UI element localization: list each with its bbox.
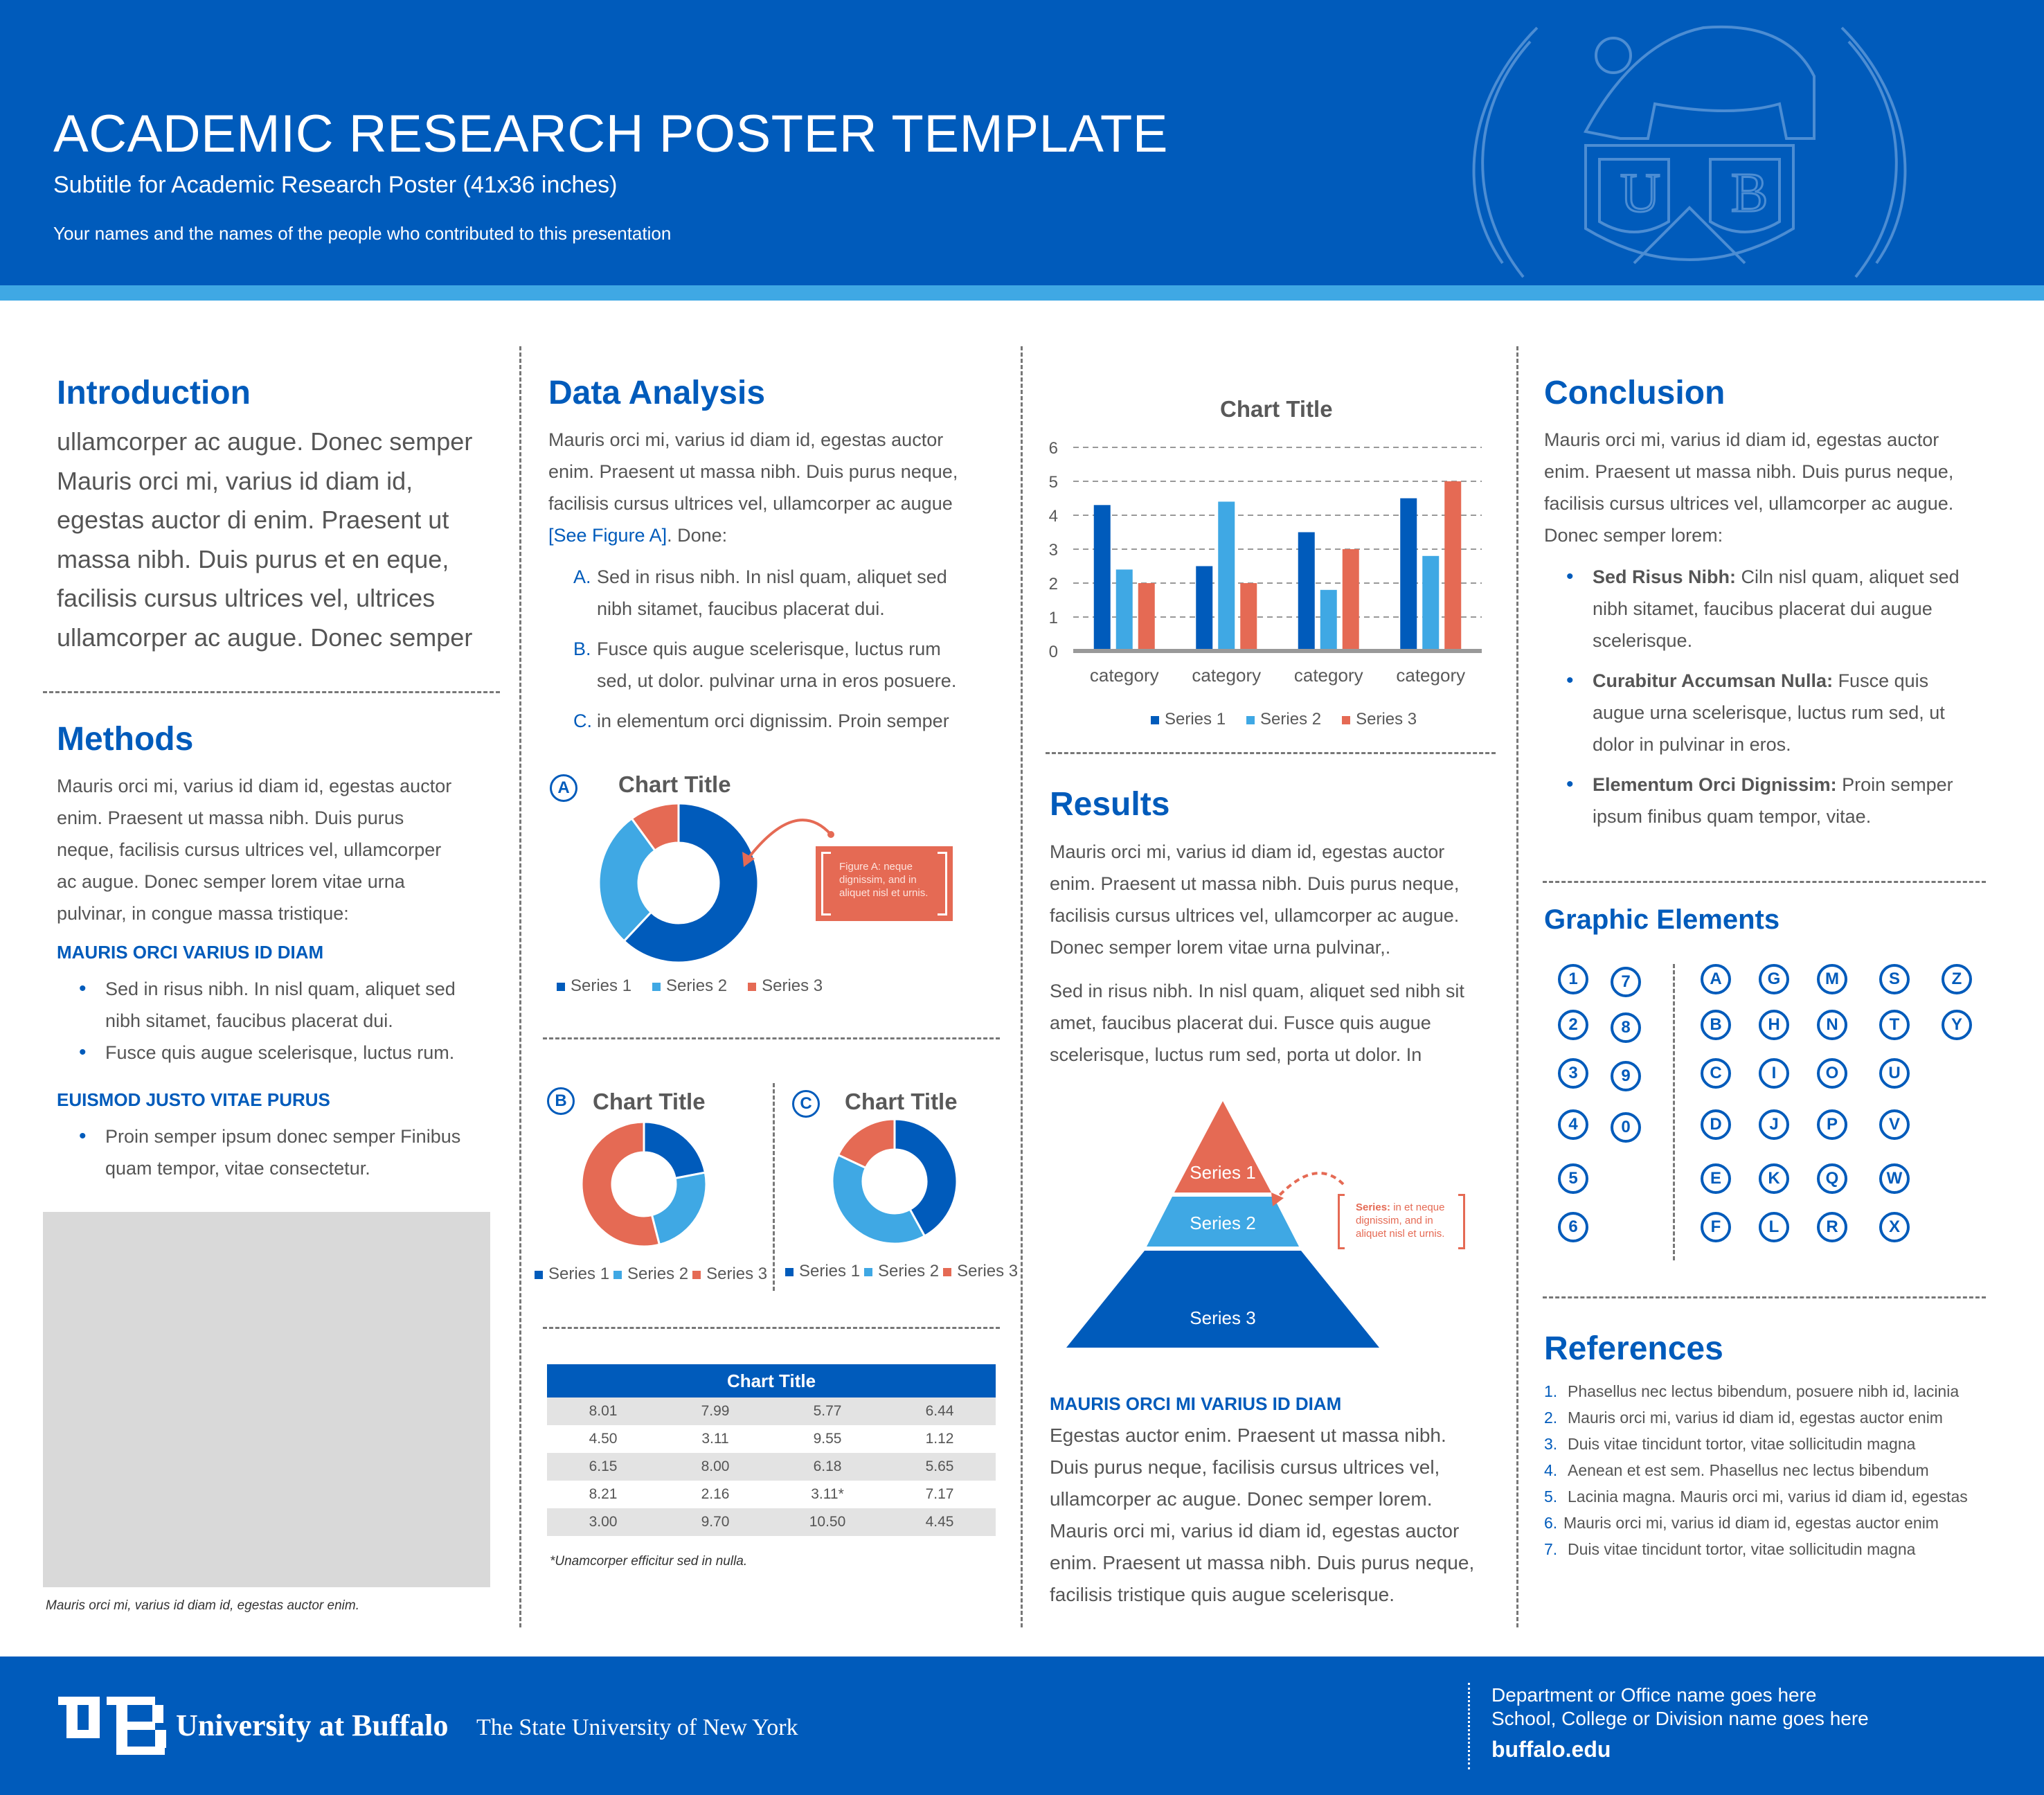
results-subheading: MAURIS ORCI MI VARIUS ID DIAM [1050,1393,1342,1414]
graphic-element-icon: C [1701,1058,1731,1089]
graphic-element-icon: 9 [1611,1061,1641,1091]
section-divider [543,1327,1000,1329]
department-name: Department or Office name goes here [1491,1684,1817,1706]
bar-chart [1039,429,1496,693]
bar [1400,499,1417,652]
list-item: B. Fusce quis augue scelerisque, luctus rum sed, ut dolor. pulvinar urna in eros posuere. [573,638,957,691]
figure-a-note: Figure A: neque dignissim, and in aliquet nisl et urnis. [816,846,953,921]
data-analysis-list [548,561,1005,745]
bar [1138,583,1155,651]
graphic-element-icon: 6 [1558,1212,1588,1242]
graphic-element-icon: 5 [1558,1163,1588,1194]
results-heading: Results [1050,786,1170,823]
graphic-divider [1673,964,1675,1260]
legend-item: Series 2 [652,976,727,996]
bar [1422,556,1439,651]
graphic-element-icon: W [1879,1163,1910,1194]
graphic-element-icon: A [1701,964,1731,994]
list-item: 6. Mauris orci mi, varius id diam id, egestas auctor enim [1544,1514,1939,1532]
ub-logo-icon [58,1697,170,1755]
list-item: 7. Duis vitae tincidunt tortor, vitae sollicitudin magna [1544,1540,1916,1558]
graphic-element-icon: 7 [1611,967,1641,997]
graphic-element-icon: J [1759,1109,1789,1140]
results-text: Egestas auctor enim. Praesent ut massa nibh. Duis purus neque, facilisis cursus ultrices vel, ullamcorper ac augue. Donec semper lorem. Mauris orci mi, varius id diam id, egestas auctor enim. Praesent ut massa nibh. Duis purus neque, facilisis tristique quis augue scelerisque. [1050,1425,1475,1605]
list-item: • Proin semper ipsum donec semper Finibus quam tempor, vitae consectetur. [57,1120,500,1184]
chart-title: Chart Title [845,1089,958,1114]
list-item: • Curabitur Accumsan Nulla: Fusce quis augue urna scelerisque, luctus rum sed, ut dolor in pulvinar in eros. [1544,665,2015,760]
graphic-element-icon: B [1701,1010,1731,1040]
university-subtitle: The State University of New York [476,1715,798,1740]
legend [557,976,823,996]
references-heading: References [1544,1330,1723,1367]
legend [535,1265,767,1284]
methods-bullet-list [57,973,500,1077]
poster-authors: Your names and the names of the people who contributed to this presentation [53,223,672,244]
graphic-element-icon: Y [1942,1010,1972,1040]
graphic-element-icon: R [1817,1212,1847,1242]
y-tick-label: 6 [1048,439,1058,458]
section-divider [1543,1296,1986,1298]
graphic-elements-heading: Graphic Elements [1544,904,1780,935]
graphic-element-icon: E [1701,1163,1731,1194]
data-analysis-text: Mauris orci mi, varius id diam id, egestas auctor enim. Praesent ut massa nibh. Duis purus neque, facilisis cursus ultrices vel, ullamcorper ac augue [See Figure A]. Done: [548,429,958,546]
legend-item: Series 1 [557,976,631,996]
legend-item: Series 2 [613,1265,688,1284]
donut-slice [832,1155,924,1244]
graphic-element-icon: H [1759,1010,1789,1040]
graphic-element-icon: 2 [1558,1010,1588,1040]
poster-subtitle: Subtitle for Academic Research Poster (41x36 inches) [53,172,618,198]
conclusion-text: Mauris orci mi, varius id diam id, egestas auctor enim. Praesent ut massa nibh. Duis purus neque, facilisis cursus ultrices vel, ullamcorper ac augue. Donec semper lorem: [1544,429,1954,546]
graphic-element-icon: N [1817,1010,1847,1040]
table-row: 8.01 7.99 5.77 6.44 [547,1397,996,1425]
x-tick-label: category [1089,665,1159,686]
table-row: 3.00 9.70 10.50 4.45 [547,1508,996,1536]
graphic-element-icon: 4 [1558,1109,1588,1140]
graphic-element-icon: I [1759,1058,1789,1089]
y-tick-label: 1 [1048,609,1058,627]
donut-slice [644,1122,705,1178]
list-item: 4. Aenean et est sem. Phasellus nec lectus bibendum [1544,1461,1929,1479]
section-divider [43,691,500,693]
methods-subheading: MAURIS ORCI VARIUS ID DIAM [57,942,324,963]
column-divider [1516,346,1518,1627]
figure-divider [773,1083,775,1291]
graphic-element-icon: L [1759,1212,1789,1242]
graphic-elements-grid [1558,964,2001,1255]
table-row: 6.15 8.00 6.18 5.65 [547,1453,996,1481]
bar [1444,481,1461,651]
data-analysis-heading: Data Analysis [548,375,766,411]
graphic-element-icon: 3 [1558,1058,1588,1089]
figure-link[interactable]: [See Figure A] [548,525,667,546]
legend [785,1262,1018,1281]
chart-title: Chart Title [618,771,731,797]
graphic-element-icon: S [1879,964,1910,994]
donut-slice [652,1172,706,1244]
graphic-element-icon: M [1817,964,1847,994]
methods-text: Mauris orci mi, varius id diam id, egestas auctor enim. Praesent ut massa nibh. Duis purus neque, facilisis cursus ultrices vel, ullamcorper ac augue. Donec semper lorem vitae urna pulvinar, in congue massa tristique: [57,776,452,924]
graphic-element-icon: 1 [1558,964,1588,994]
x-tick-label: category [1293,665,1363,686]
graphic-element-icon: K [1759,1163,1789,1194]
graphic-element-icon: O [1817,1058,1847,1089]
pyramid-label: Series 3 [1190,1307,1256,1328]
graphic-element-icon: P [1817,1109,1847,1140]
bar [1196,566,1212,652]
legend-item: Series 3 [748,976,823,996]
section-divider [1543,881,1986,883]
legend-item: Series 1 [1151,710,1226,729]
graphic-element-icon: Z [1942,964,1972,994]
graphic-element-icon: 8 [1611,1012,1641,1043]
image-placeholder [43,1212,490,1587]
chart-title: Chart Title [593,1089,706,1114]
legend-item: Series 3 [692,1265,767,1284]
table-note: *Unamcorper efficitur sed in nulla. [550,1554,748,1569]
bar [1094,505,1111,651]
x-tick-label: category [1396,665,1466,686]
poster-title: ACADEMIC RESEARCH POSTER TEMPLATE [53,105,1168,163]
x-tick-label: category [1192,665,1262,686]
footer-divider [1468,1683,1470,1769]
table-row: 8.21 2.16 3.11* 7.17 [589,1486,954,1502]
university-seal-icon [1426,0,1953,285]
conclusion-bullet-list [1544,561,2015,841]
list-item: • Sed Risus Nibh: Ciln nisl quam, aliquet sed nibh sitamet, faucibus placerat dui augue scelerisque. [1544,561,2015,657]
chart-title: Chart Title [1220,396,1333,422]
section-divider [543,1037,1000,1039]
list-item: • Elementum Orci Dignissim: Proin semper ipsum finibus quam tempor, vitae. [1544,769,2015,832]
legend-item: Series 2 [1246,710,1321,729]
figure-badge-a: A [550,774,577,802]
list-item: A. Sed in risus nibh. In nisl quam, aliquet sed nibh sitamet, faucibus placerat dui. [573,566,947,619]
bar [1240,583,1257,651]
list-item: 1. Phasellus nec lectus bibendum, posuere nibh id, lacinia [1544,1382,1960,1400]
list-item: 3. Duis vitae tincidunt tortor, vitae sollicitudin magna [1544,1435,1916,1453]
methods-bullet-list [57,1120,500,1193]
column-divider [1021,346,1023,1627]
y-tick-label: 3 [1048,541,1058,560]
bar [1320,590,1337,651]
svg-text:B: B [1731,163,1768,224]
y-tick-label: 5 [1048,473,1058,492]
graphic-element-icon: 0 [1611,1112,1641,1143]
legend [1151,710,1417,729]
legend-item: Series 3 [1342,710,1417,729]
references-list [1544,1378,1968,1562]
list-item: • Sed in risus nibh. In nisl quam, aliquet sed nibh sitamet, faucibus placerat dui. [57,973,500,1037]
section-divider [1046,752,1496,754]
y-tick-label: 2 [1048,575,1058,593]
graphic-element-icon: X [1879,1212,1910,1242]
legend-item: Series 2 [864,1262,939,1281]
methods-subheading: EUISMOD JUSTO VITAE PURUS [57,1089,330,1110]
y-tick-label: 0 [1048,643,1058,661]
introduction-text: ullamcorper ac augue. Donec semper Mauris orci mi, varius id diam id, egestas auctor di enim. Praesent ut massa nibh. Duis purus et en eque, facilisis cursus ultrices vel, ultrices ullamcorper ac augue. Donec semper [57,427,473,652]
figure-badge-b: B [547,1087,575,1115]
results-text: Mauris orci mi, varius id diam id, egestas auctor enim. Praesent ut massa nibh. Duis purus neque, facilisis cursus ultrices vel, ullamcorper ac augue. Donec semper lorem vitae urna pulvinar,. [1050,841,1460,958]
graphic-element-icon: Q [1817,1163,1847,1194]
image-caption: Mauris orci mi, varius id diam id, egestas auctor enim. [46,1598,359,1613]
column-divider [519,346,521,1627]
donut-chart-b [580,1120,708,1248]
methods-heading: Methods [57,721,194,758]
pyramid-level-3 [1066,1251,1379,1348]
header-stripe [0,285,2044,301]
conclusion-heading: Conclusion [1544,375,1725,411]
legend-item: Series 1 [535,1265,609,1284]
bar [1116,569,1133,651]
y-tick-label: 4 [1048,507,1058,526]
list-item: 2. Mauris orci mi, varius id diam id, egestas auctor enim [1544,1409,1943,1427]
donut-chart-c [831,1118,958,1245]
bar [1218,501,1235,651]
university-name: University at Buffalo [176,1708,449,1742]
pyramid-diagram [1064,1101,1382,1350]
results-text: Sed in risus nibh. In nisl quam, aliquet sed nibh sit amet, faucibus placerat dui. Fusce quis augue scelerisque, luctus rum sed, porta ut dolor. In [1050,981,1464,1065]
bar [1298,533,1315,652]
graphic-element-icon: U [1879,1058,1910,1089]
list-item: • Fusce quis augue scelerisque, luctus rum. [57,1037,500,1069]
bar [1343,549,1359,651]
pyramid-label: Series 1 [1190,1162,1256,1183]
list-item: C. in elementum orci dignissim. Proin semper [573,711,949,731]
introduction-heading: Introduction [57,375,251,411]
graphic-element-icon: F [1701,1212,1731,1242]
pyramid-label: Series 2 [1190,1213,1256,1233]
table-title: Chart Title [547,1364,996,1397]
graphic-element-icon: D [1701,1109,1731,1140]
data-table [547,1364,996,1536]
graphic-element-icon: T [1879,1010,1910,1040]
legend-item: Series 3 [943,1262,1018,1281]
graphic-element-icon: G [1759,964,1789,994]
pyramid-note: Series: in et neque dignissim, and in aliquet nisl et urnis. [1338,1194,1465,1249]
figure-badge-c: C [792,1090,820,1118]
table-row: 4.50 3.11 9.55 1.12 [589,1431,954,1447]
list-item: 5. Lacinia magna. Mauris orci mi, varius id diam id, egestas [1544,1488,1968,1506]
website-link[interactable]: buffalo.edu [1491,1737,1611,1762]
school-name: School, College or Division name goes here [1491,1708,1869,1729]
legend-item: Series 1 [785,1262,860,1281]
graphic-element-icon: V [1879,1109,1910,1140]
svg-text:U: U [1620,163,1660,224]
